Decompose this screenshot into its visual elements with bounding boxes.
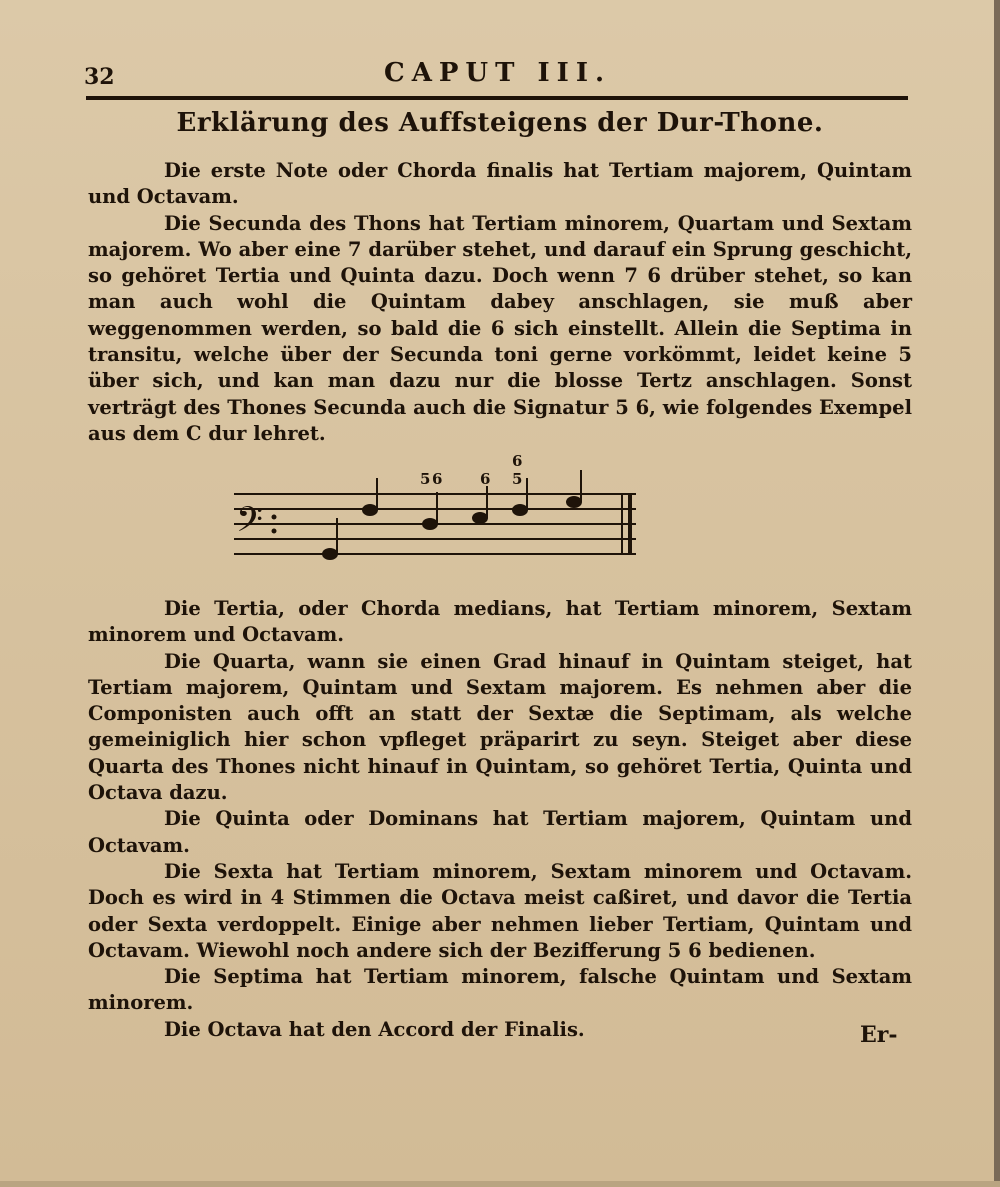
page-edge-shadow [994, 0, 1000, 1187]
catchword: Er- [860, 1022, 898, 1048]
page-number: 32 [84, 64, 115, 90]
paragraph-sexta: Die Sexta hat Tertiam minorem, Sextam minorem und Octavam. Doch es wird in 4 Stimmen die Octava meist caßiret, und davor die Tertia oder Sexta verdoppelt. Einige aber nehmen lieber Tertiam, Quintam und Octavam. Wiewohl noch andere sich der Bezifferung 5 6 bedienen. [88, 859, 912, 962]
paragraph-septima: Die Septima hat Tertiam minorem, falsche Quintam und Sextam minorem. [88, 965, 912, 1015]
text-block-before-example [88, 158, 912, 447]
note-4 [472, 486, 488, 524]
paragraph-quinta: Die Quinta oder Dominans hat Tertiam majorem, Quintam und Octavam. [88, 807, 912, 857]
paragraph-quarta: Die Quarta, wann sie einen Grad hinauf in Quintam steiget, hat Tertiam majorem, Quintam und Sextam majorem. Es nehmen aber die Componisten auch offt an statt der Sextæ die Septimam, als welche gemeiniglich hier schon vpfleget präparirt zu seyn. Steiget aber diese Quarta des Thones nicht hinauf in Quintam, so gehöret Tertia, Quinta und Octava dazu. [88, 649, 912, 805]
section-title: Erklärung des Auffsteigens der Dur-Thone. [176, 108, 824, 138]
header-rule [86, 96, 908, 100]
bass-clef-icon [236, 499, 263, 548]
paragraph-octava: Die Octava hat den Accord der Finalis. [164, 1017, 585, 1041]
figure-5: 5 [420, 470, 431, 488]
paragraph-tertia: Die Tertia, oder Chorda medians, hat Tertiam minorem, Sextam minorem und Octavam. [88, 597, 912, 647]
note-6 [566, 470, 582, 508]
note-2 [362, 478, 378, 516]
paragraph-prima: Die erste Note oder Chorda finalis hat Tertiam majorem, Quintam und Octavam. [88, 159, 912, 209]
figure-5-lower: 5 [512, 470, 523, 488]
svg-text:𝄢: 𝄢 [236, 499, 264, 548]
figure-6-second: 6 [480, 470, 491, 488]
figure-6-upper: 6 [512, 452, 523, 470]
note-3 [422, 492, 438, 530]
paragraph-secunda: Die Secunda des Thons hat Tertiam minorem, Quartam und Sextam majorem. Wo aber eine 7 darüber stehet, und darauf ein Sprung geschicht, so gehöret Tertia und Quinta dazu. Doch wenn 7 6 drüber stehet, so kan man auch wohl die Quintam dabey anschlagen, sie muß aber weggenommen werden, so bald die 6 sich einstellt. Allein die Septima in transitu, welche über der Secunda toni gerne vorkömmt, leidet keine 5 über sich, und kan man dazu nur die blosse Tertz anschlagen. Sonst verträgt des Thones Secunda auch die Signatur 5 6, wie folgendes Exempel aus dem C dur lehret. [88, 211, 912, 445]
page-bottom-edge [0, 1181, 1000, 1187]
text-block-after-example [88, 596, 912, 1043]
figured-bass [420, 452, 522, 488]
figure-6: 6 [432, 470, 443, 488]
music-example [234, 448, 654, 568]
page-header [84, 58, 914, 94]
running-head: CAPUT III. [384, 58, 612, 88]
